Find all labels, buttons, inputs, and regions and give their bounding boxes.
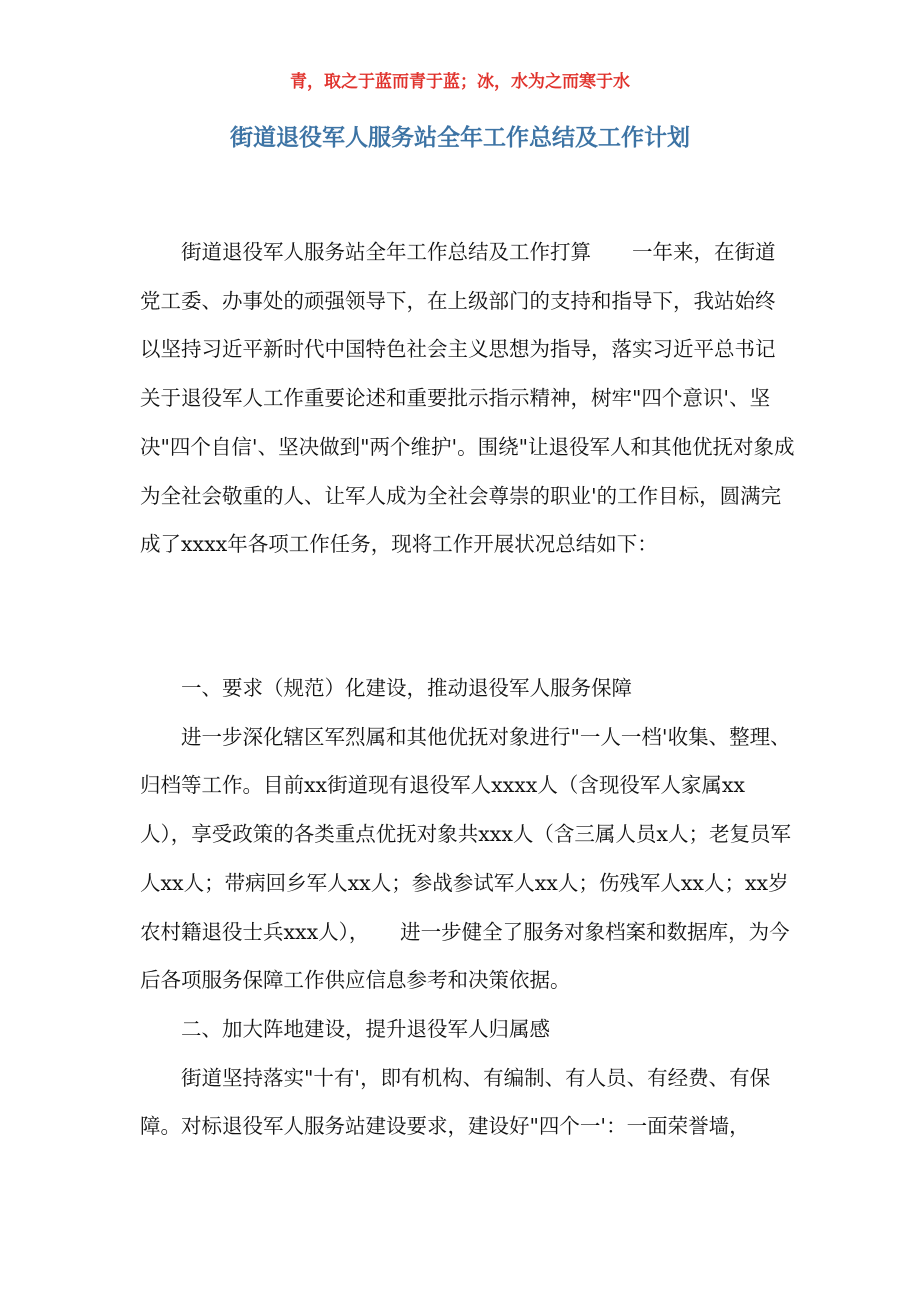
section1-paragraph: 进一步深化辖区军烈属和其他优抚对象进行"一人一档'收集、整理、归档等工作。目前xx街道现有退役军人xxxx人（含现役军人家属xx人），享受政策的各类重点优抚对象共xxx人（含三属人员x人；老复员军人xx人；带病回乡军人xx人；参战参试军人xx人；伤残军人xx人；xx岁农村籍退役士兵xxx人）， 进一步健全了服务对象档案和数据库，为今后各项服务保障工作供应信息参考和决策依据。 [140,724,791,993]
intro-paragraph: 街道退役军人服务站全年工作总结及工作打算 一年来，在街道党工委、办事处的顽强领导下，在上级部门的支持和指导下，我站始终以坚持习近平新时代中国特色社会主义思想为指导，落实习近平总书记关于退役军人工作重要论述和重要批示指示精神，树牢"四个意识'、坚决"四个自信'、坚决做到"两个维护'。围绕"让退役军人和其他优抚对象成为全社会敬重的人、让军人成为全社会尊崇的职业'的工作目标，圆满完成了xxxx年各项工作任务，现将工作开展状况总结如下： [140,240,795,557]
header-motto: 青，取之于蓝而青于蓝；冰，水为之而寒于水 [290,72,630,92]
section2-paragraph: 街道坚持落实"十有'，即有机构、有编制、有人员、有经费、有保障。对标退役军人服务站建设要求，建设好"四个一'：一面荣誉墙， [140,1065,771,1139]
section2-heading: 二、加大阵地建设，提升退役军人归属感 [181,1016,550,1041]
document-title: 街道退役军人服务站全年工作总结及工作计划 [230,125,690,151]
section1-heading: 一、要求（规范）化建设，推动退役军人服务保障 [181,676,632,700]
sections-block [140,664,795,1151]
intro-block [140,228,795,569]
